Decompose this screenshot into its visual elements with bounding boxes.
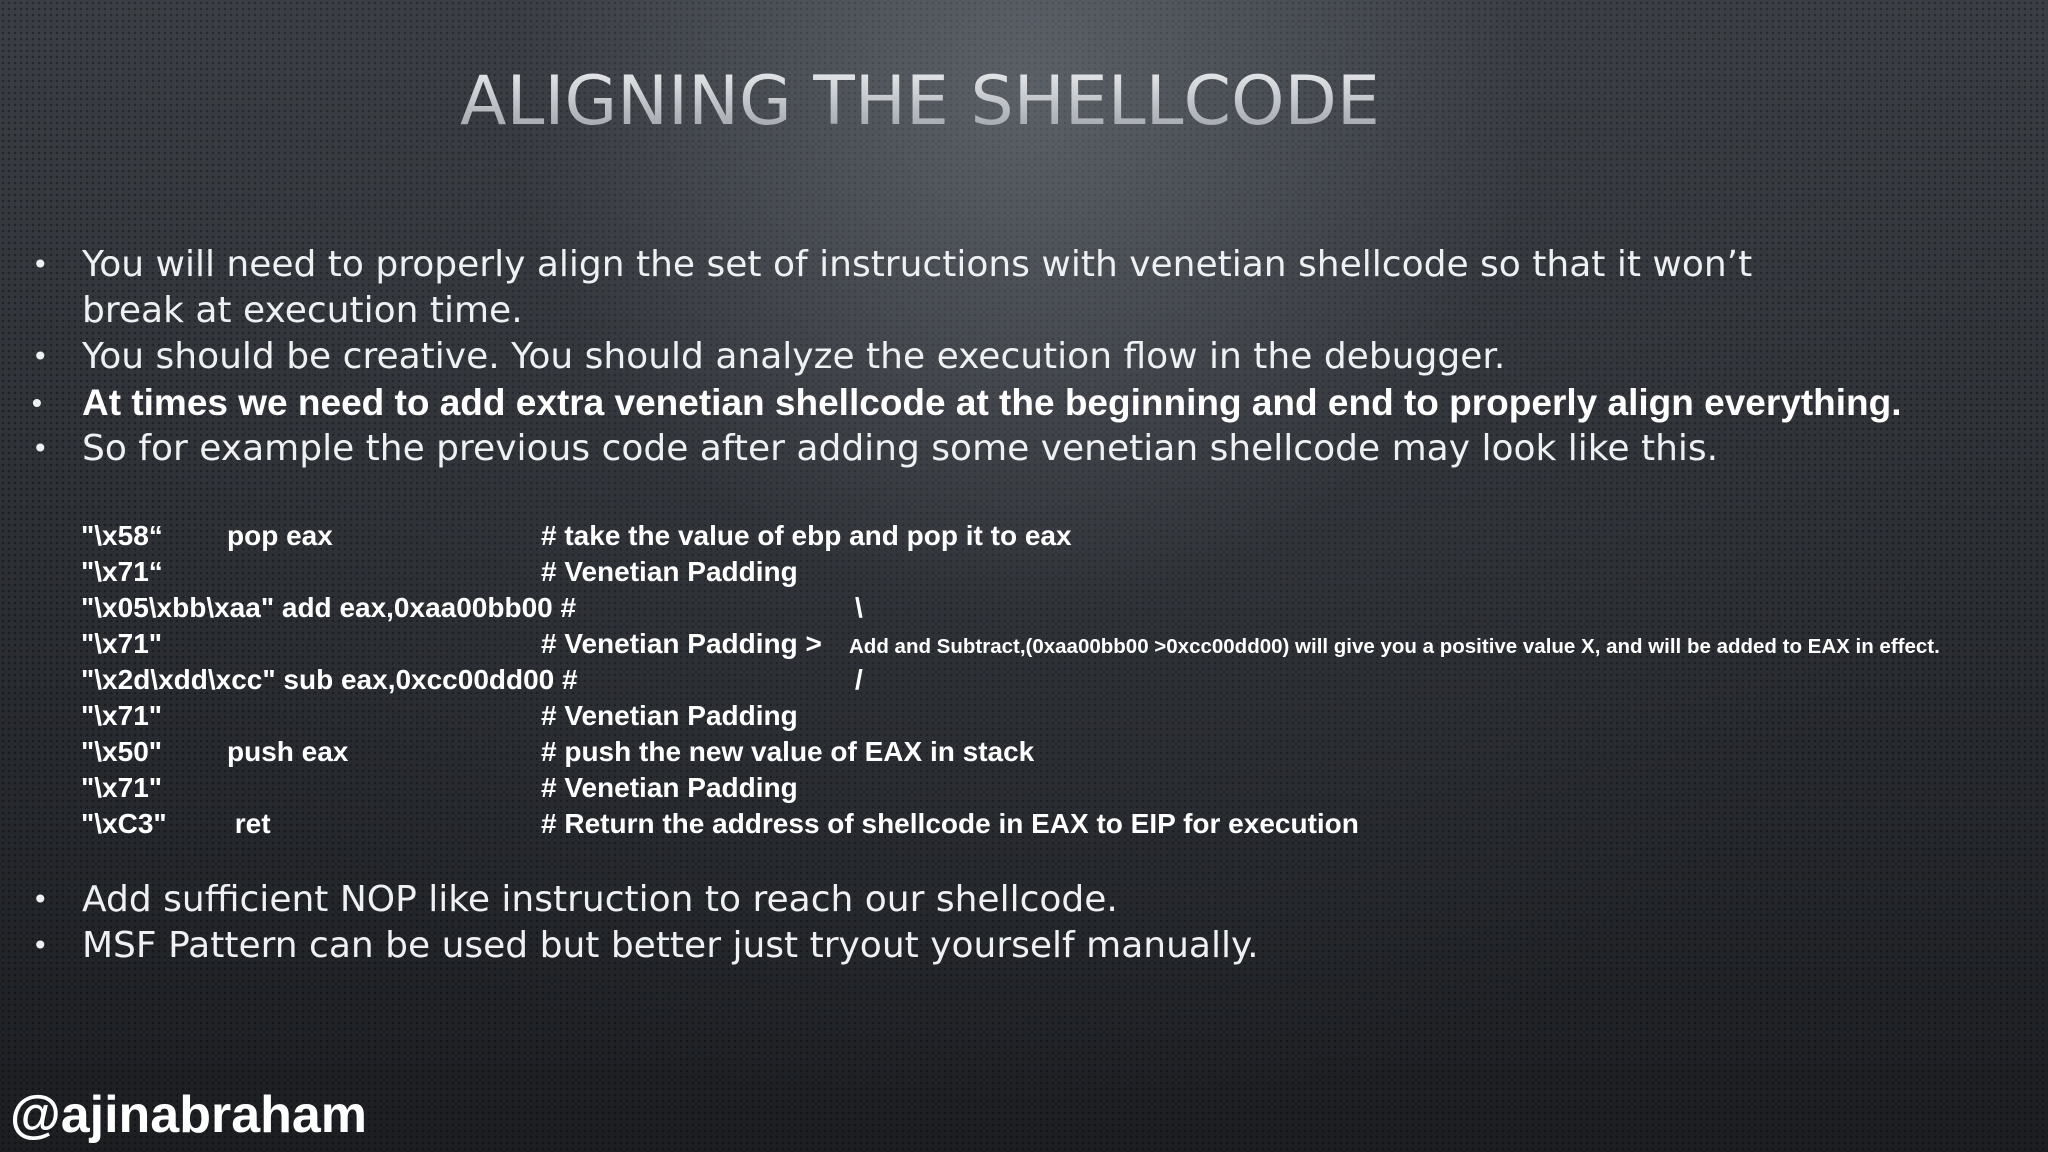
code-hex: "\x50": [81, 736, 163, 767]
bullet-text: You should be creative. You should analyze the execution flow in the debugger.: [82, 336, 1506, 377]
code-instruction: ret: [227, 808, 271, 839]
bullet-dot-icon: •: [32, 387, 42, 418]
bullet-dot-icon: •: [32, 248, 49, 281]
bullet-dot-icon: •: [32, 883, 49, 916]
code-hex: "\xC3": [81, 808, 167, 839]
code-comment: # push the new value of EAX in stack: [541, 736, 1035, 767]
bullet-text: Add sufficient NOP like instruction to reach our shellcode.: [82, 879, 1118, 920]
code-comment: # Venetian Padding: [541, 700, 798, 731]
bullet-dot-icon: •: [32, 432, 49, 465]
bullet-item: [0, 334, 2048, 380]
code-hex: "\x71": [81, 772, 163, 803]
bullet-text: So for example the previous code after adding some venetian shellcode may look like this.: [82, 428, 1719, 469]
bullet-item: [0, 877, 2048, 923]
bullet-text-continued: break at execution time.: [82, 290, 523, 331]
bullet-dot-icon: •: [32, 929, 49, 962]
code-comment: # Venetian Padding: [541, 556, 798, 587]
author-handle: @ajinabraham: [10, 1086, 368, 1144]
code-comment: # Venetian Padding: [541, 772, 798, 803]
code-hex: "\x71“: [81, 556, 163, 587]
bullet-item-emphasis: [0, 380, 2048, 426]
bullet-dot-icon: •: [32, 340, 49, 373]
code-bracket-mark: \: [855, 592, 863, 623]
bottom-bullet-list: [0, 877, 2048, 969]
bullet-item: [0, 923, 2048, 969]
code-hex: "\x71": [81, 700, 163, 731]
code-hex: "\x58“: [81, 520, 163, 551]
code-note: Add and Subtract,(0xaa00bb00 >0xcc00dd00) will give you a positive value X, and will be added to EAX in effect.: [849, 635, 1940, 658]
code-comment: # take the value of ebp and pop it to eax: [541, 520, 1072, 551]
code-bracket-mark: /: [855, 664, 863, 695]
bullet-list: [0, 242, 2048, 472]
code-hex: "\x05\xbb\xaa" add eax,0xaa00bb00 #: [81, 592, 577, 623]
code-instruction: push eax: [227, 736, 349, 767]
bullet-item: [0, 242, 2048, 334]
bullet-text: At times we need to add extra venetian shellcode at the beginning and end to properly align everything.: [82, 382, 1902, 423]
code-comment: # Return the address of shellcode in EAX to EIP for execution: [541, 808, 1359, 839]
code-instruction: pop eax: [227, 520, 333, 551]
code-hex: "\x2d\xdd\xcc" sub eax,0xcc00dd00 #: [81, 664, 578, 695]
code-comment: # Venetian Padding >: [541, 628, 822, 659]
code-hex: "\x71": [81, 628, 163, 659]
slide-title: ALIGNING THE SHELLCODE: [460, 62, 1380, 141]
bullet-text: MSF Pattern can be used but better just tryout yourself manually.: [82, 925, 1259, 966]
bullet-item: [0, 426, 2048, 472]
bullet-text: You will need to properly align the set of instructions with venetian shellcode so that it won’t: [82, 244, 1753, 285]
